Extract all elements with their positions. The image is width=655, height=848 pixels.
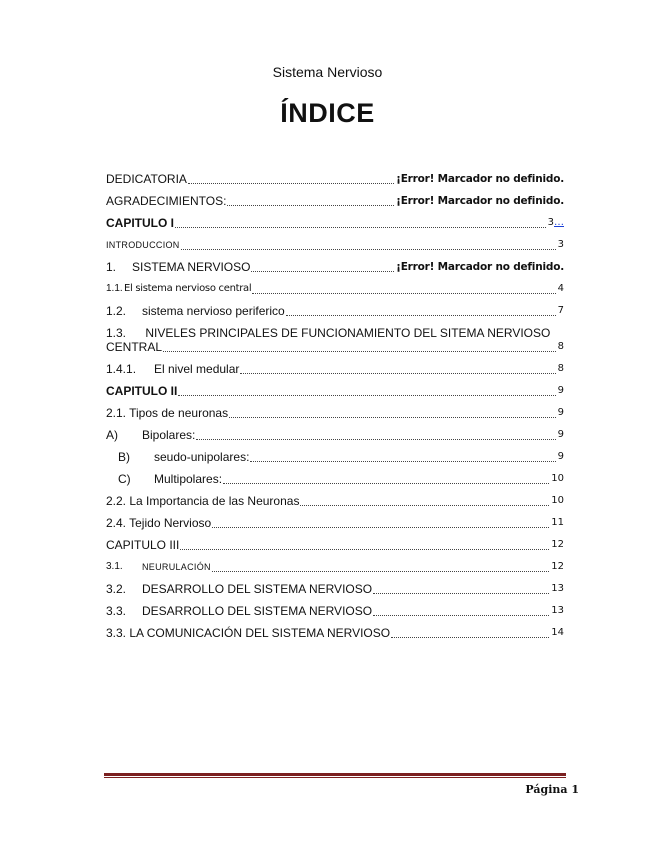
- toc-entry-number: 1.: [106, 260, 117, 274]
- toc-entry-text: Multipolares:: [154, 472, 223, 486]
- toc-entry-text: CAPITULO III: [106, 538, 180, 552]
- dot-leader: [373, 614, 549, 616]
- toc-entry-page: 3: [547, 217, 554, 228]
- dot-leader: [212, 526, 549, 528]
- toc-entry[interactable]: [106, 420, 564, 442]
- toc-entry-error: ¡Error! Marcador no definido.: [396, 173, 564, 185]
- toc-entry[interactable]: [106, 508, 564, 530]
- toc-entry[interactable]: [106, 208, 564, 230]
- dot-leader: [223, 482, 549, 484]
- toc-entry[interactable]: [106, 376, 564, 398]
- dot-leader: [251, 270, 394, 272]
- document-title: Sistema Nervioso: [272, 64, 383, 80]
- dot-leader: [188, 182, 394, 184]
- toc-entry-text: sistema nervioso periferico: [142, 304, 285, 318]
- toc-entry-page: 3: [557, 239, 564, 250]
- table-of-contents: [106, 164, 564, 640]
- toc-entry-text: DEDICATORIA: [106, 172, 187, 186]
- toc-entry[interactable]: [106, 552, 564, 574]
- toc-entry-text: CAPITULO II: [106, 384, 178, 398]
- toc-entry-text: NIVELES PRINCIPALES DE FUNCIONAMIENTO DEL SITEMA NERVIOSO: [145, 326, 551, 340]
- toc-entry-page: 12: [551, 561, 564, 572]
- toc-entry-number: 1.2.: [106, 304, 127, 318]
- toc-entry-page: 13: [551, 605, 564, 616]
- toc-entry[interactable]: [106, 442, 564, 464]
- dot-leader: [196, 438, 555, 440]
- toc-entry-page: 14: [551, 627, 564, 638]
- toc-entry-number: 3.3.: [106, 604, 127, 618]
- toc-entry-error: ¡Error! Marcador no definido.: [396, 195, 564, 207]
- toc-entry-number: B): [118, 450, 130, 464]
- page-number-label: Página 1: [525, 783, 579, 796]
- toc-entry-text: AGRADECIMIENTOS:: [106, 194, 227, 208]
- toc-entry-page: 8: [557, 341, 564, 352]
- dot-leader: [252, 292, 555, 294]
- toc-entry-text: DESARROLLO DEL SISTEMA NERVIOSO: [142, 604, 373, 618]
- dot-leader: [181, 248, 556, 250]
- dot-leader: [300, 504, 549, 506]
- toc-entry[interactable]: [106, 464, 564, 486]
- toc-entry-text: El sistema nervioso central: [124, 283, 252, 294]
- toc-entry-number: 1.4.1.: [106, 362, 137, 376]
- toc-entry[interactable]: [106, 252, 564, 274]
- dot-leader: [175, 226, 546, 228]
- toc-entry-text-continued: CENTRAL: [106, 340, 163, 354]
- toc-entry-text: INTRODUCCION: [106, 240, 180, 250]
- toc-entry-page: 7: [557, 305, 564, 316]
- toc-entry[interactable]: [106, 618, 564, 640]
- dot-leader: [229, 416, 556, 418]
- toc-entry-page: 11: [551, 517, 564, 528]
- toc-entry-page: 8: [557, 363, 564, 374]
- dot-leader: [163, 350, 556, 352]
- dot-leader: [178, 394, 555, 396]
- toc-entry-page: 4: [557, 283, 564, 294]
- toc-entry[interactable]: [106, 318, 564, 354]
- toc-entry-text: 2.4. Tejido Nervioso: [106, 516, 212, 530]
- toc-entry-text: 2.2. La Importancia de las Neuronas: [106, 494, 300, 508]
- toc-entry-text: seudo-unipolares:: [154, 450, 250, 464]
- toc-entry-number: A): [106, 428, 118, 442]
- dot-leader: [212, 570, 549, 572]
- toc-entry-text: NEURULACIÓN: [142, 562, 211, 572]
- toc-entry[interactable]: [106, 274, 564, 296]
- dot-leader: [240, 372, 555, 374]
- toc-entry-page: 9: [557, 451, 564, 462]
- dot-leader: [227, 204, 394, 206]
- dot-leader: [391, 636, 549, 638]
- toc-entry[interactable]: [106, 398, 564, 420]
- toc-entry-page: 10: [551, 473, 564, 484]
- toc-entry[interactable]: [106, 354, 564, 376]
- footer-rule-thin: [104, 777, 566, 778]
- toc-entry-number: 3.1.: [106, 561, 123, 572]
- toc-entry[interactable]: [106, 230, 564, 252]
- toc-entry-text: DESARROLLO DEL SISTEMA NERVIOSO: [142, 582, 373, 596]
- toc-entry-text: 2.1. Tipos de neuronas: [106, 406, 229, 420]
- toc-entry-text: CAPITULO I: [106, 216, 174, 230]
- toc-entry-number: 3.2.: [106, 582, 127, 596]
- toc-entry[interactable]: [106, 164, 564, 186]
- footer-rule: [104, 773, 566, 776]
- toc-entry-text: 3.3. LA COMUNICACIÓN DEL SISTEMA NERVIOSO: [106, 626, 391, 640]
- toc-entry-page: 10: [551, 495, 564, 506]
- toc-entry[interactable]: [106, 296, 564, 318]
- dot-leader: [373, 592, 549, 594]
- toc-entry[interactable]: [106, 574, 564, 596]
- toc-entry[interactable]: [106, 186, 564, 208]
- toc-entry-text: Bipolares:: [142, 428, 196, 442]
- toc-entry-page: 9: [557, 385, 564, 396]
- toc-entry-line2: [106, 340, 564, 354]
- toc-entry-error: ¡Error! Marcador no definido.: [396, 261, 564, 273]
- toc-entry-link[interactable]: …: [554, 217, 564, 228]
- toc-entry-page: 13: [551, 583, 564, 594]
- dot-leader: [286, 314, 556, 316]
- toc-entry[interactable]: [106, 486, 564, 508]
- toc-entry-page: 9: [557, 429, 564, 440]
- toc-entry[interactable]: [106, 596, 564, 618]
- dot-leader: [180, 548, 549, 550]
- index-heading: ÍNDICE: [280, 98, 375, 128]
- toc-entry-number: 1.1.: [106, 283, 123, 294]
- toc-entry-page: 9: [557, 407, 564, 418]
- toc-entry-number: C): [118, 472, 131, 486]
- toc-entry-number: 1.3.: [106, 326, 127, 340]
- toc-entry-text: SISTEMA NERVIOSO: [132, 260, 251, 274]
- toc-entry-line1: [106, 326, 564, 340]
- toc-entry[interactable]: [106, 530, 564, 552]
- dot-leader: [250, 460, 555, 462]
- toc-entry-text: El nivel medular: [154, 362, 240, 376]
- toc-entry-page: 12: [551, 539, 564, 550]
